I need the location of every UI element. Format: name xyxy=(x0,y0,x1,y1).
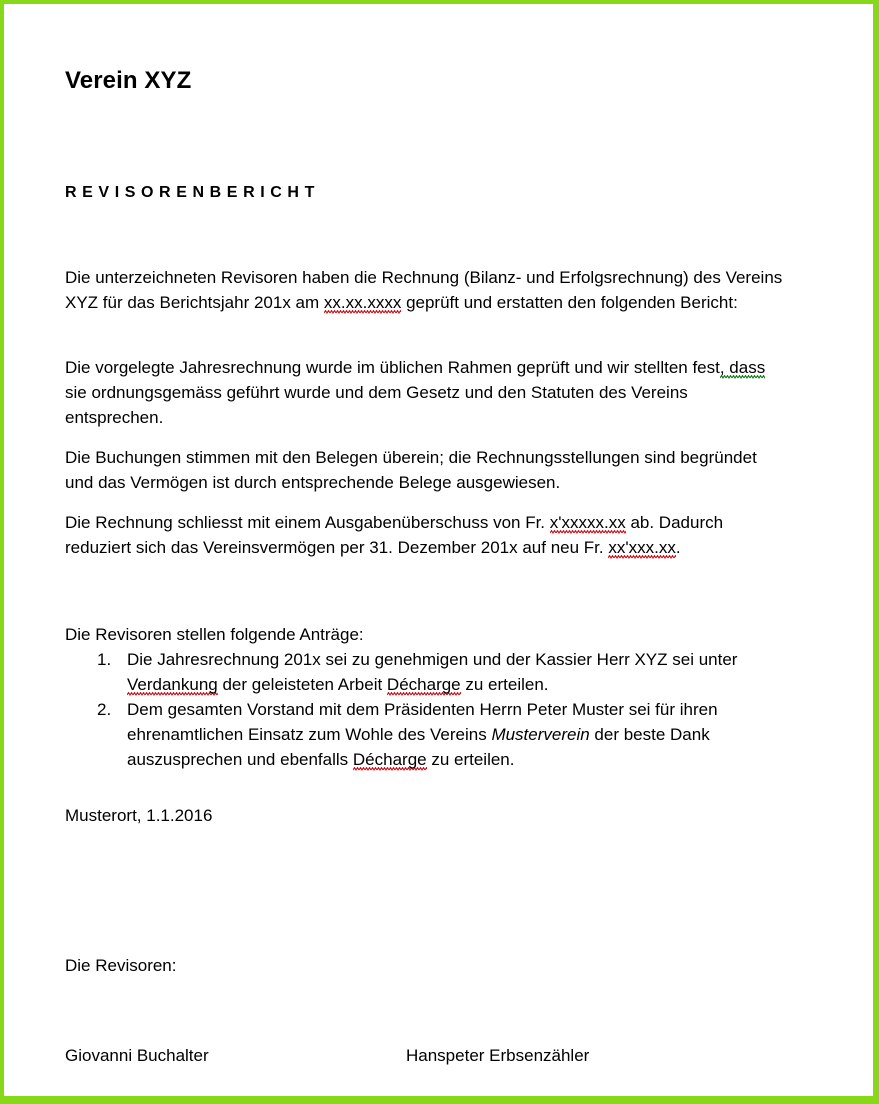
emphasis-musterverein: Musterverein xyxy=(491,725,590,744)
list-item-2-text-b: der beste Dank auszusprechen und ebenfalls xyxy=(127,725,710,769)
signer-name-2: Hanspeter Erbsenzähler xyxy=(406,1046,590,1065)
list-item-1-text-c: zu erteilen. xyxy=(460,675,549,694)
paragraph-result xyxy=(65,510,787,560)
place-and-date: Musterort, 1.1.2016 xyxy=(65,806,213,825)
spellcheck-verdankung: Verdankung xyxy=(127,675,218,694)
paragraph-4-text-b: ab. Dadurch reduziert sich das Vereinsvermögen per 31. Dezember 201x auf neu Fr. xyxy=(65,513,724,557)
list-item-1-text-a: Die Jahresrechnung 201x sei zu genehmigen und der Kassier Herr XYZ sei unter xyxy=(127,650,738,669)
spellcheck-date-placeholder: xx.xx.xxxx xyxy=(323,293,402,312)
organisation-title: Verein XYZ xyxy=(65,67,192,94)
spellcheck-decharge-2: Décharge xyxy=(352,750,427,769)
paragraph-2-text-a: Die vorgelegte Jahresrechnung wurde im üblichen Rahmen geprüft und wir stellten fest xyxy=(65,358,720,377)
motions-list xyxy=(65,647,787,772)
list-item-number: 1. xyxy=(97,650,112,669)
list-item-number: 2. xyxy=(97,700,112,719)
paragraph-1-text-a: Die unterzeichneten Revisoren haben die Rechnung (Bilanz- und Erfolgsrechnung) des Vereins XYZ für das Berichtsjahr 201x am xyxy=(65,268,783,312)
paragraph-2-text-b: sie ordnungsgemäss geführt wurde und dem Gesetz und den Statuten des Vereins entsprechen. xyxy=(65,383,688,427)
paragraph-4-text-a: Die Rechnung schliesst mit einem Ausgabenüberschuss von Fr. xyxy=(65,513,550,532)
list-item xyxy=(65,697,787,772)
list-item-2-text-c: zu erteilen. xyxy=(426,750,515,769)
paragraph-bookings: Die Buchungen stimmen mit den Belegen überein; die Rechnungsstellungen sind begründet und das Vermögen ist durch entsprechende Belege ausgewiesen. xyxy=(65,448,757,492)
paragraph-motions-intro: Die Revisoren stellen folgende Anträge: xyxy=(65,625,364,644)
paragraph-4-text-c: . xyxy=(675,538,681,557)
paragraph-audit-findings xyxy=(65,355,787,430)
spellcheck-amount-2: xx'xxx.xx xyxy=(608,538,676,557)
spellcheck-amount-1: x'xxxxx.xx xyxy=(549,513,626,532)
list-item-1-text-b: der geleisteten Arbeit xyxy=(217,675,387,694)
signers-label: Die Revisoren: xyxy=(65,956,177,975)
grammarcheck-dass-clause: , dass xyxy=(719,358,766,377)
paragraph-1-text-b: geprüft und erstatten den folgenden Bericht: xyxy=(401,293,738,312)
signer-name-1: Giovanni Buchalter xyxy=(65,1046,209,1065)
paragraph-audit-intro xyxy=(65,265,787,315)
list-item-2-text-a: Dem gesamten Vorstand mit dem Präsidenten Herrn Peter Muster sei für ihren ehrenamtlichen Einsatz zum Wohle des Vereins xyxy=(127,700,718,744)
list-item xyxy=(65,647,787,697)
report-heading: REVISORENBERICHT xyxy=(65,184,320,201)
spellcheck-decharge-1: Décharge xyxy=(386,675,461,694)
